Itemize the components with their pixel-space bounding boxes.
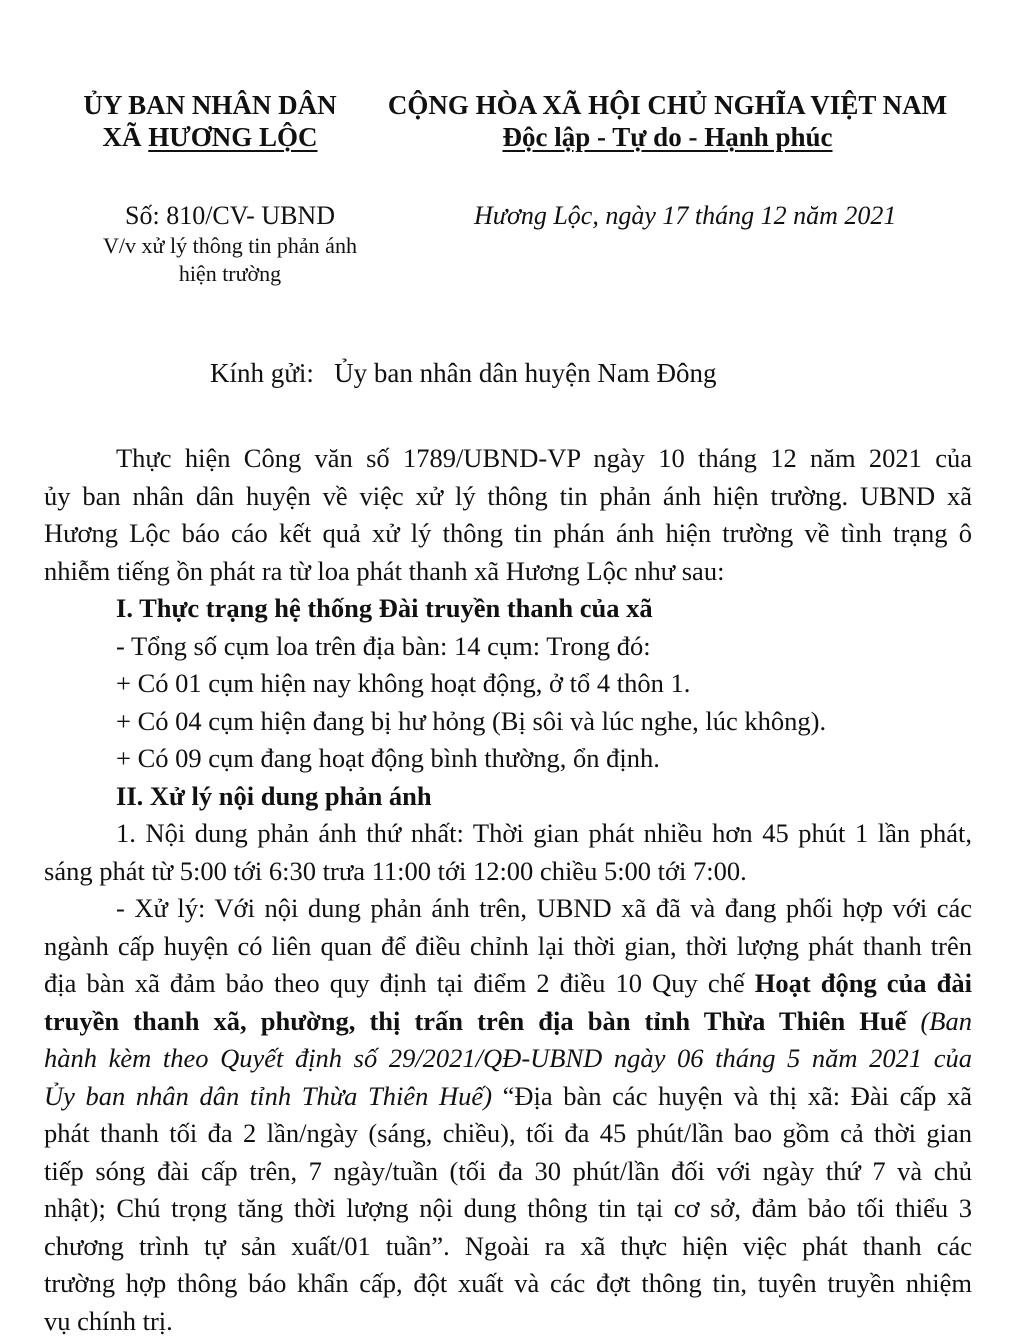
section-2-para2-line: nhật); Chú trọng tăng thời lượng nội dung thông tin tại cơ sở, đảm bảo tối thiểu 3: [44, 1190, 972, 1228]
section-2-para1-line: 1. Nội dung phản ánh thứ nhất: Thời gian phát nhiều hơn 45 phút 1 lần phát,: [44, 815, 972, 853]
national-motto-wrap: [380, 120, 955, 154]
org-prefix: XÃ: [102, 122, 148, 152]
recipient: [210, 356, 717, 390]
intro-line: Thực hiện Công văn số 1789/UBND-VP ngày 10 tháng 12 năm 2021 của: [44, 440, 972, 478]
text-bold: truyền thanh xã, phường, thị trấn trên địa bàn tỉnh Thừa Thiên Huế: [44, 1006, 906, 1036]
place-and-date: Hương Lộc, ngày 17 tháng 12 năm 2021: [474, 200, 896, 232]
section-2-para2-line: trường hợp thông báo khẩn cấp, đột xuất và các đợt thông tin, tuyên truyền nhiệm: [44, 1265, 972, 1303]
intro-line: nhiễm tiếng ồn phát ra từ loa phát thanh xã Hương Lộc như sau:: [44, 553, 972, 591]
section-1-item: + Có 09 cụm đang hoạt động bình thường, ổn định.: [44, 740, 972, 778]
intro-line: ủy ban nhân dân huyện về việc xử lý thông tin phản ánh hiện trường. UBND xã: [44, 478, 972, 516]
text-italic: (Ban: [906, 1006, 972, 1036]
national-title: CỘNG HÒA XÃ HỘI CHỦ NGHĨA VIỆT NAM: [380, 88, 955, 122]
section-2-para2-line: ngành cấp huyện có liên quan để điều chỉnh lại thời gian, thời lượng phát thanh trên: [44, 928, 972, 966]
org-commune-name: HƯƠNG LỘC: [148, 122, 317, 152]
document-number: Số: 810/CV- UBND: [60, 200, 400, 232]
section-1-heading: I. Thực trạng hệ thống Đài truyền thanh của xã: [44, 590, 972, 628]
section-2-para2-line: - Xử lý: Với nội dung phản ánh trên, UBND xã đã và đang phối hợp với các: [44, 890, 972, 928]
recipient-label: Kính gửi:: [210, 358, 314, 388]
section-1-item: + Có 04 cụm hiện đang bị hư hỏng (Bị sôi và lúc nghe, lúc không).: [44, 703, 972, 741]
intro-line: Hương Lộc báo cáo kết quả xử lý thông tin phán ánh hiện trường về tình trạng ô: [44, 515, 972, 553]
section-2-para2-line: phát thanh tối đa 2 lần/ngày (sáng, chiều), tối đa 45 phút/lần bao gồm cả thời gian: [44, 1115, 972, 1153]
section-2-para2-line: [44, 1078, 972, 1116]
text-normal: địa bàn xã đảm bảo theo quy định tại điểm 2 điều 10 Quy chế: [44, 968, 755, 998]
section-2-heading: II. Xử lý nội dung phản ánh: [44, 778, 972, 816]
section-2-para2-line: [44, 965, 972, 1003]
section-2-para2-line: vụ chính trị.: [44, 1303, 972, 1340]
section-2-para2-line: tiếp sóng đài cấp trên, 7 ngày/tuần (tối đa 30 phút/lần đối với ngày thứ 7 và chủ: [44, 1153, 972, 1191]
org-name-line2: [60, 120, 360, 154]
text-italic: Ủy ban nhân dân tỉnh Thừa Thiên Huế): [44, 1081, 492, 1111]
section-2-para2-line: [44, 1003, 972, 1041]
section-1-item: + Có 01 cụm hiện nay không hoạt động, ở tổ 4 thôn 1.: [44, 665, 972, 703]
national-motto: Độc lập - Tự do - Hạnh phúc: [502, 122, 832, 152]
section-2-para2-line: chương trình tự sản xuất/01 tuần”. Ngoài ra xã thực hiện việc phát thanh các: [44, 1228, 972, 1266]
org-name-line1: ỦY BAN NHÂN DÂN: [60, 88, 360, 122]
recipient-name: Ủy ban nhân dân huyện Nam Đông: [334, 358, 716, 388]
document-subject-line1: V/v xử lý thông tin phản ánh: [30, 232, 430, 260]
section-1-item: - Tổng số cụm loa trên địa bàn: 14 cụm: Trong đó:: [44, 628, 972, 666]
section-2-para1-line: sáng phát từ 5:00 tới 6:30 trưa 11:00 tới 12:00 chiều 5:00 tới 7:00.: [44, 853, 972, 891]
document-body: [44, 440, 972, 1340]
section-2-para2-line: hành kèm theo Quyết định số 29/2021/QĐ-UBND ngày 06 tháng 5 năm 2021 của: [44, 1040, 972, 1078]
text-normal: “Địa bàn các huyện và thị xã: Đài cấp xã: [492, 1081, 972, 1111]
text-bold: Hoạt động của đài: [755, 968, 972, 998]
document-subject-line2: hiện trường: [30, 260, 430, 288]
